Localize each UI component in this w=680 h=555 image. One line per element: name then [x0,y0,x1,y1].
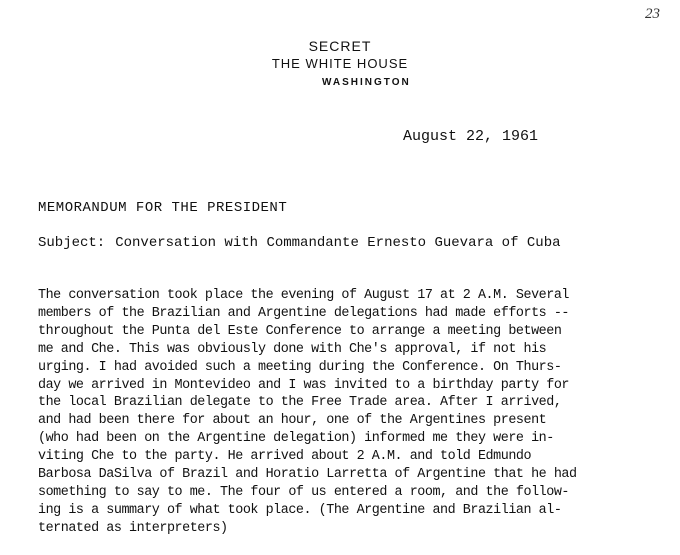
body-line: Barbosa DaSilva of Brazil and Horatio Larretta of Argentine that he had [38,467,577,483]
body-line: viting Che to the party. He arrived about 2 A.M. and told Edmundo [38,449,532,465]
memo-subject [38,235,561,251]
body-line: the local Brazilian delegate to the Free Trade area. After I arrived, [38,395,562,411]
body-line: members of the Brazilian and Argentine delegations had made efforts -- [38,305,569,321]
page-number: 23 [645,6,660,22]
body-line: something to say to me. The four of us entered a room, and the follow- [38,484,569,500]
body-line: ternated as interpreters) [38,520,228,536]
subject-text: Conversation with Commandante Ernesto Guevara of Cuba [115,235,561,251]
organization-city: WASHINGTON [322,77,411,88]
classification-marking: SECRET [308,38,372,54]
body-line: day we arrived in Montevideo and I was invited to a birthday party for [38,377,569,393]
memo-body [38,287,638,538]
body-line: The conversation took place the evening of August 17 at 2 A.M. Several [38,288,569,303]
body-line: and had been there for about an hour, one of the Argentines present [38,413,547,429]
organization-name: THE WHITE HOUSE [271,56,409,71]
memo-date: August 22, 1961 [403,128,539,145]
subject-label: Subject: [38,235,106,251]
body-line: (who had been on the Argentine delegation) informed me they were in- [38,431,554,447]
body-line: urging. I had avoided such a meeting during the Conference. On Thurs- [38,359,562,375]
body-line: me and Che. This was obviously done with Che's approval, if not his [38,341,547,357]
body-line: ing is a summary of what took place. (The Argentine and Brazilian al- [38,502,562,518]
body-line: throughout the Punta del Este Conference to arrange a meeting between [38,323,562,339]
memo-title: MEMORANDUM FOR THE PRESIDENT [38,200,288,216]
